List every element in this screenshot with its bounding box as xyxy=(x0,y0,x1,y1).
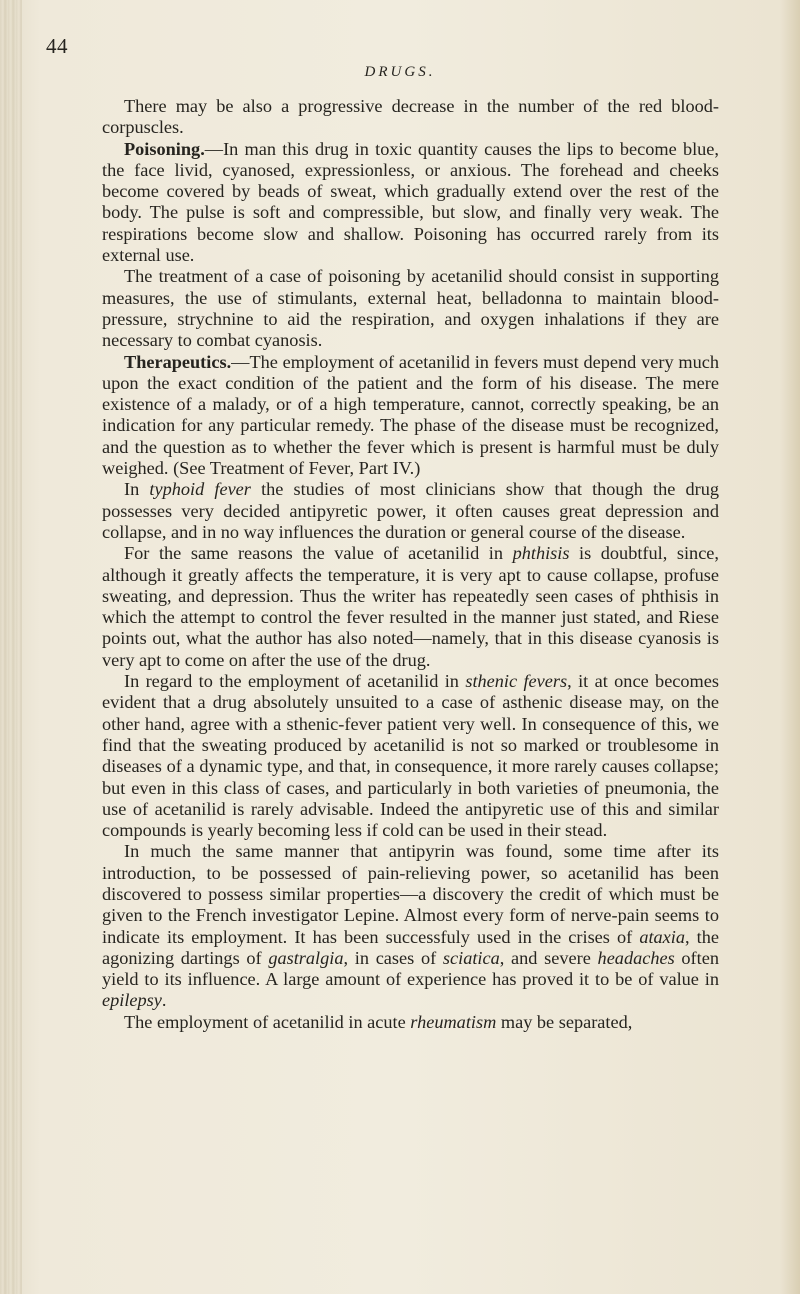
section-lead: Therapeutics. xyxy=(124,351,232,372)
body-text xyxy=(102,96,719,1033)
paragraph xyxy=(102,671,719,841)
text-run: . xyxy=(161,990,167,1011)
running-head: DRUGS. xyxy=(364,64,436,80)
italic-term: phthisis xyxy=(512,543,570,564)
italic-term: epilepsy xyxy=(102,990,162,1011)
italic-term: ataxia xyxy=(639,926,686,947)
text-run: , in cases of xyxy=(343,947,443,968)
text-run: , it at once becomes evident that a drug absolutely unsuited to a case of asthenic disease may, on the other hand, agree with a sthenic-fever patient very well. In consequence of this, we find that the sweating produced by acetanilid is not so marked or troublesome in diseases of a dynamic type, and that, in consequence, it more rarely causes collapse; but even in this class of cases, and particularly in both varieties of pneumonia, the use of acetanilid is rarely advisable. Indeed the antipyretic use of this and similar compounds is yearly becoming less if cold can be used in their stead. xyxy=(102,671,720,841)
italic-term: typhoid fever xyxy=(149,479,251,500)
text-run: is doubtful, since, although it greatly affects the temperature, it is very apt to cause collapse, profuse sweating, and depression. Thus the writer has repeatedly seen cases of phthisis in which the attempt to control the fever resulted in the manner just stated, and Riese points out, what the author has also noted—namely, that in this disease cyanosis is very apt to come on after the use of the drug. xyxy=(102,543,719,670)
page-number: 44 xyxy=(46,34,68,58)
text-run: The treatment of a case of poisoning by acetanilid should consist in supporting measures, the use of stimulants, external heat, belladonna to maintain blood-pressure, strychnine to aid the respiration, and oxygen inhalations if they are necessary to combat cyanosis. xyxy=(102,266,719,351)
paragraph xyxy=(102,479,719,543)
paragraph xyxy=(102,266,719,351)
paragraph xyxy=(102,543,719,671)
italic-term: rheumatism xyxy=(410,1011,497,1032)
text-run: The employment of acetanilid in acute xyxy=(124,1011,411,1032)
text-run: There may be also a progressive decrease in the number of the red blood-corpuscles. xyxy=(102,96,719,138)
italic-term: sthenic fevers xyxy=(465,671,568,692)
paragraph xyxy=(102,96,719,139)
text-run: , and severe xyxy=(499,947,598,968)
section-lead: Poisoning. xyxy=(124,138,205,159)
paragraph xyxy=(102,841,719,1011)
paragraph xyxy=(102,139,719,267)
italic-term: sciatica xyxy=(442,947,500,968)
text-run: may be separated, xyxy=(496,1011,633,1032)
text-run: , the agonizing dartings of xyxy=(102,926,720,968)
text-run: often yield to its influence. A large amount of experience has proved it to be of value in xyxy=(102,947,719,990)
paragraph xyxy=(102,352,719,480)
text-run: —The employment of acetanilid in fevers must depend very much upon the exact condition of the patient and the form of his disease. The mere existence of a malady, or of a high temperature, cannot, correctly speaking, be an indication for any particular remedy. The phase of the disease must be recognized, and the question as to whether the fever which is present is harmful must be duly weighed. (See Treatment of Fever, Part IV.) xyxy=(102,351,719,479)
page-edge-shadow xyxy=(0,0,22,1294)
italic-term: headaches xyxy=(597,947,675,968)
italic-term: gastralgia xyxy=(268,947,344,968)
text-run: In much the same manner that antipyrin was found, some time after its introduction, to be possessed of pain-relieving power, so acetanilid has been discovered to possess similar properties—a discovery the credit of which must be given to the French investigator Lepine. Almost every form of nerve-pain seems to indicate its employment. It has been successfuly used in the crises of xyxy=(102,841,719,947)
text-run: For the same reasons the value of acetanilid in xyxy=(124,543,513,564)
text-run: In xyxy=(124,479,150,500)
text-run: In regard to the employment of acetanilid in xyxy=(124,671,466,692)
paragraph xyxy=(102,1012,719,1033)
text-run: the studies of most clinicians show that though the drug possesses very decided antipyretic power, it often causes great depression and collapse, and in no way influences the duration or general course of the disease. xyxy=(102,479,719,542)
text-run: —In man this drug in toxic quantity causes the lips to become blue, the face livid, cyanosed, expressionless, or anxious. The forehead and cheeks become covered by beads of sweat, which gradually extend over the rest of the body. The pulse is soft and compressible, but slow, and finally very weak. The respirations become slow and shallow. Poisoning has occurred rarely from its external use. xyxy=(102,138,719,266)
